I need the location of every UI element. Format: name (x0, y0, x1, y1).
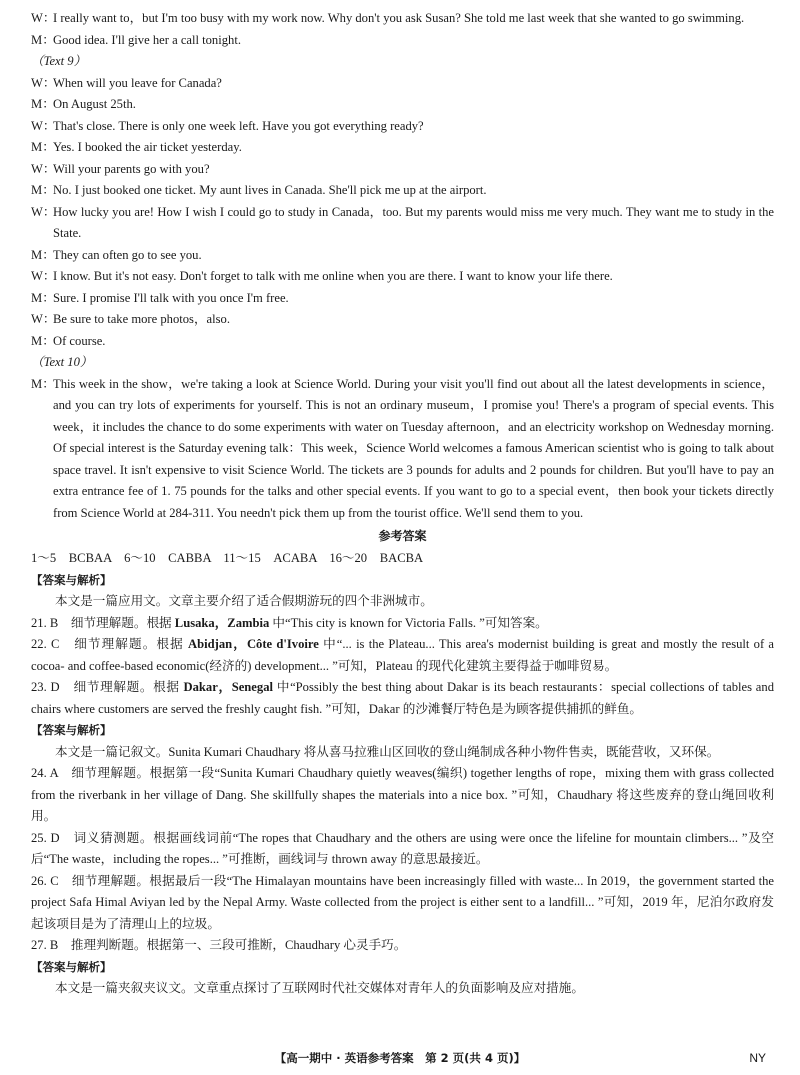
answer-text: 细节理解题。根据第一段“Sunita Kumari Chaudhary quietly weaves(编织) together lengths of rope，mixing them with grass collected from the riverbank in her village of Dang. She skillfully shapes the materials into a nice box. ”可知，Chaudhary 将这些废弃的登山绳回收利用。 (31, 766, 774, 823)
answer-keyword: Lusaka，Zambia (174, 615, 270, 630)
transcript-block (31, 73, 774, 353)
text9-label: （Text 9） (31, 54, 87, 68)
dialogue-text: On August 25th. (53, 97, 136, 111)
dialogue-text: Yes. I booked the air ticket yesterday. (53, 140, 242, 154)
speaker-label: W： (31, 118, 56, 133)
answer-item (31, 828, 774, 871)
dialogue-line (31, 116, 774, 138)
dialogue-line (31, 202, 774, 245)
dialogue-line (31, 309, 774, 331)
dialogue-line (31, 73, 774, 95)
answer-text: 细节理解题。根据 (59, 680, 184, 694)
dialogue-text: Good idea. I'll give her a call tonight. (53, 32, 241, 47)
section-heading: 【答案与解析】 (31, 723, 112, 737)
dialogue-text: No. I just booked one ticket. My aunt lives in Canada. She'll pick me up at the airport. (53, 183, 487, 197)
answer-explanation (31, 677, 774, 720)
dialogue-line (31, 374, 774, 525)
answer-item (31, 935, 774, 957)
answer-keys: 1～5 BCBAA 6～10 CABBA 11～15 ACABA 16～20 BACBA (31, 551, 424, 565)
answer-number: 27. B (31, 938, 59, 952)
answer-item (31, 677, 774, 720)
dialogue-line (31, 159, 774, 181)
dialogue-text: This week in the show，we're taking a look at Science World. During your visit you'll find out about all the latest developments in science，and you can try lots of experiments for yourself. This is not an ordinary museum，I promise you! There's a program of special events. This week，it includes the chance to do some experiments with water on Tuesday afternoon，and an electricity workshop on Wednesday morning. Of special interest is the Saturday evening talk：This week，Science World welcomes a famous American scientist who is going to talk about space travel. It isn't expensive to visit Science World. The tickets are 3 pounds for adults and 2 pounds for children. But you'll have to pay an extra entrance fee of 1. 75 pounds for the talks and other special events. If you want to go to a special event，then book your tickets directly from Science World at 284-311. You needn't pick them up from the tourist office. We'll send them to you. (53, 376, 774, 520)
dialogue-text: Sure. I promise I'll talk with you once I'm free. (53, 290, 289, 305)
answer-text: 中“Possibly the best thing about Dakar is its beach restaurants：special collections of tables and chairs where customers are served the freshly caught fish. ”可知，Dakar 的沙滩餐厅特色是为顾客提供捕抓的鲜鱼。 (31, 680, 774, 716)
footer-title: 【高一期中 · 英语参考答案 第 2 页(共 4 页)】 (274, 1051, 526, 1065)
speaker-label: W： (31, 161, 56, 176)
answer-keyword: Dakar，Senegal (183, 680, 273, 694)
answer-text: 推理判断题。根据第一、三段可推断，Chaudhary 心灵手巧。 (58, 938, 407, 952)
speaker-label: M： (31, 183, 55, 197)
dialogue-line (31, 8, 774, 30)
speaker-label: W： (31, 312, 56, 326)
section-intro: 本文是一篇应用文。文章主要介绍了适合假期游玩的四个非洲城市。 (55, 594, 433, 608)
dialogue-line (31, 245, 774, 267)
transcript-block (31, 8, 774, 51)
answer-text: 细节理解题。根据最后一段“The Himalayan mountains have been increasingly filled with waste... In 2019，the government started the project Safa Himal Aviyan led by the Nepal Army. Waste collected from the project is either sent to a landfill... ”可知，2019 年，尼泊尔政府发起该项目是为了清理山上的垃圾。 (31, 873, 774, 931)
section-heading: 【答案与解析】 (31, 572, 112, 587)
answer-text: 中“... is the Plateau... This area's modernist building is great and mostly the result of a cocoa- and coffee-based economic(经济的) development... ”可知，Plateau 的现代化建筑主要得益于咖啡贸易。 (31, 637, 775, 673)
speaker-label: W： (31, 204, 56, 219)
speaker-label: M： (31, 97, 55, 111)
answer-explanation (31, 935, 774, 957)
answer-keyword: Abidjan，Côte d'Ivoire (188, 637, 319, 651)
answer-text: 词义猜测题。根据画线词前“The ropes that Chaudhary and the others are using were once the lifeline for mountain climbers... ”及空后“The waste，including the ropes... ”可推断，画线词与 thrown away 的意思最接近。 (31, 830, 774, 866)
answer-explanation (31, 871, 774, 936)
answer-item (31, 613, 774, 635)
answer-item (31, 871, 774, 936)
answer-text: 细节理解题。根据 (58, 615, 175, 630)
section-intro: 本文是一篇夹叙夹议文。文章重点探讨了互联网时代社交媒体对青年人的负面影响及应对措施。 (55, 981, 584, 995)
page-footer (0, 1048, 800, 1068)
answer-text: 中“This city is known for Victoria Falls. ”可知答案。 (269, 615, 548, 630)
dialogue-line (31, 288, 774, 310)
answer-number: 21. B (31, 615, 59, 630)
speaker-label: M： (31, 290, 55, 305)
speaker-label: M： (31, 333, 55, 348)
answer-item (31, 763, 774, 828)
speaker-label: W： (31, 11, 56, 25)
dialogue-text: Of course. (53, 333, 106, 348)
dialogue-text: When will you leave for Canada? (53, 75, 222, 90)
answers-title: 参考答案 (378, 529, 427, 543)
transcript-block (31, 374, 774, 525)
answer-explanation (31, 828, 774, 871)
dialogue-line (31, 137, 774, 159)
section-intro: 本文是一篇记叙文。Sunita Kumari Chaudhary 将从喜马拉雅山区回收的登山绳制成各种小物件售卖，既能营收，又环保。 (55, 744, 720, 759)
dialogue-line (31, 94, 774, 116)
answer-explanation (31, 634, 774, 677)
speaker-label: W： (31, 75, 56, 90)
answer-number: 26. C (31, 873, 59, 888)
answer-item (31, 634, 774, 677)
dialogue-text: How lucky you are! How I wish I could go to study in Canada，too. But my parents would miss me very much. They want me to study in the State. (53, 204, 774, 240)
dialogue-text: I know. But it's not easy. Don't forget to talk with me online when you are there. I want to know your life there. (53, 269, 613, 283)
dialogue-text: That's close. There is only one week left. Have you got everything ready? (53, 118, 424, 133)
dialogue-line (31, 331, 774, 353)
dialogue-line (31, 266, 774, 288)
footer-code: NY (749, 1051, 766, 1065)
speaker-label: M： (31, 32, 55, 47)
dialogue-text: They can often go to see you. (53, 247, 202, 262)
answer-number: 22. C (31, 637, 60, 651)
text10-label: （Text 10） (31, 355, 93, 369)
dialogue-text: Be sure to take more photos，also. (53, 312, 230, 326)
answer-number: 23. D (31, 680, 60, 694)
dialogue-text: Will your parents go with you? (53, 161, 210, 176)
answer-number: 25. D (31, 830, 60, 845)
section-heading: 【答案与解析】 (31, 959, 112, 974)
answer-explanation (31, 613, 774, 635)
speaker-label: M： (31, 140, 55, 154)
answer-text: 细节理解题。根据 (59, 637, 189, 651)
dialogue-line (31, 30, 774, 52)
speaker-label: M： (31, 247, 55, 262)
speaker-label: M： (31, 376, 55, 391)
answer-explanation (31, 763, 774, 828)
answer-number: 24. A (31, 766, 59, 780)
dialogue-text: I really want to，but I'm too busy with my work now. Why don't you ask Susan? She told me last week that she wanted to go swimming. (53, 11, 745, 25)
speaker-label: W： (31, 269, 56, 283)
explanations (31, 570, 774, 1000)
dialogue-line (31, 180, 774, 202)
